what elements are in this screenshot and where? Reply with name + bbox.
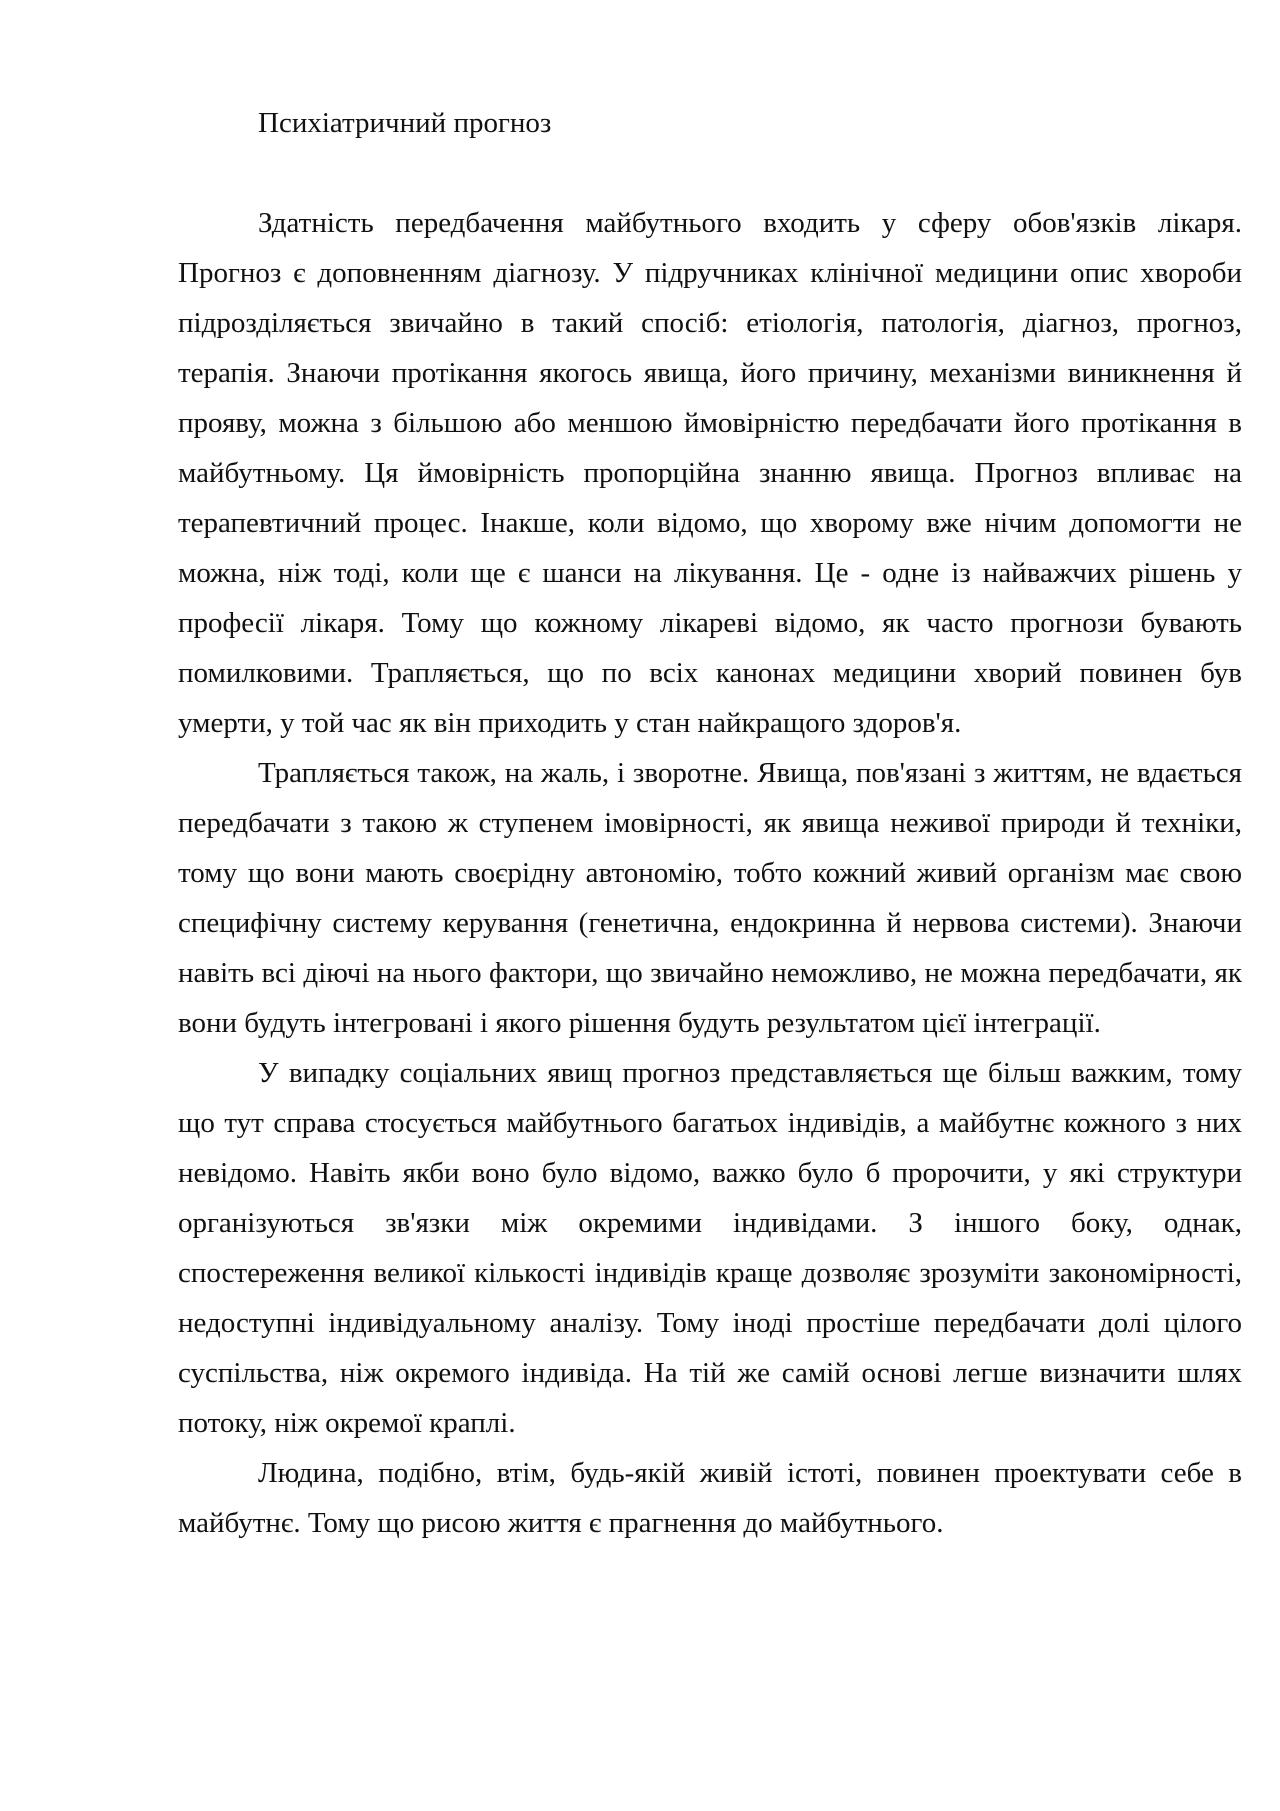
paragraph-2: Трапляється також, на жаль, і зворотне. Явища, пов'язані з життям, не вдається передбачати з такою ж ступенем імовірності, як явища неживої природи й техніки, тому що вони мають своєрідну автономію, тобто кожний живий організм має свою специфічну систему керування (генетична, ендокринна й нервова системи). Знаючи навіть всі діючі на нього фактори, що звичайно неможливо, не можна передбачати, як вони будуть інтегровані і якого рішення будуть результатом цієї інтеграції. [178,757,1242,1039]
document-title: Психіатричний прогноз [258,107,552,139]
paragraph-3: У випадку соціальних явищ прогноз представляється ще більш важким, тому що тут справа стосується майбутнього багатьох індивідів, а майбутнє кожного з них невідомо. Навіть якби воно було відомо, важко було б пророчити, у які структури організуються зв'язки між окремими індивідами. З іншого боку, однак, спостереження великої кількості індивідів краще дозволяє зрозуміти закономірності, недоступні індивідуальному аналізу. Тому іноді простіше передбачати долі цілого суспільства, ніж окремого індивіда. На тій же самій основі легше визначити шлях потоку, ніж окремої краплі. [178,1057,1242,1439]
paragraph-1: Здатність передбачення майбутнього входить у сферу обов'язків лікаря. Прогноз є доповненням діагнозу. У підручниках клінічної медицини опис хвороби підрозділяється звичайно в такий спосіб: етіологія, патологія, діагноз, прогноз, терапія. Знаючи протікання якогось явища, його причину, механізми виникнення й прояву, можна з більшою або меншою ймовірністю передбачати його протікання в майбутньому. Ця ймовірність пропорційна знанню явища. Прогноз впливає на терапевтичний процес. Інакше, коли відомо, що хворому вже нічим допомогти не можна, ніж тоді, коли ще є шанси на лікування. Це - одне із найважчих рішень у професії лікаря. Тому що кожному лікареві відомо, як часто прогнози бувають помилковими. Трапляється, що по всіх канонах медицини хворий повинен був умерти, у той час як він приходить у стан найкращого здоров'я. [178,207,1242,739]
paragraph-4: Людина, подібно, втім, будь-якій живій істоті, повинен проектувати себе в майбутнє. Тому що рисою життя є прагнення до майбутнього. [178,1457,1242,1539]
